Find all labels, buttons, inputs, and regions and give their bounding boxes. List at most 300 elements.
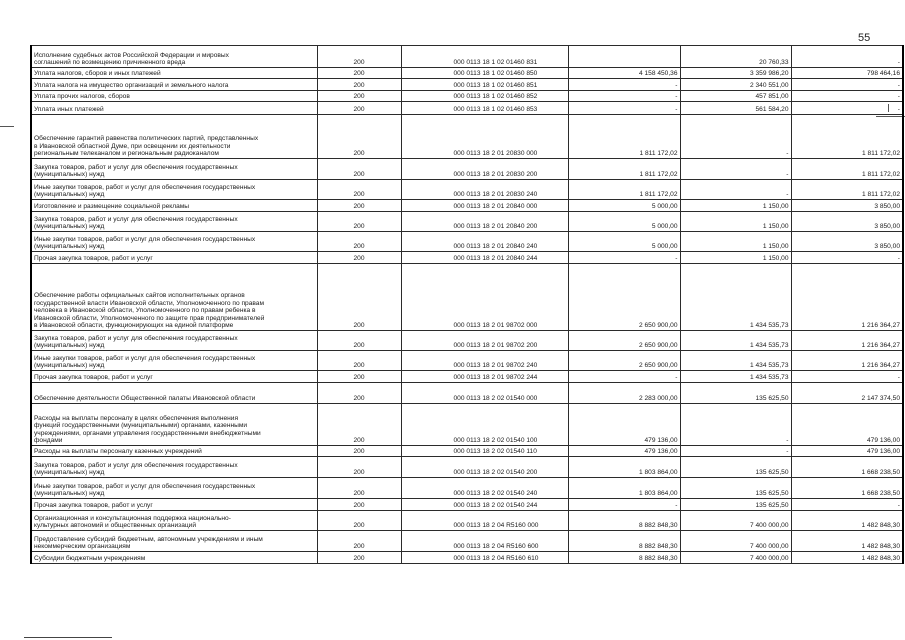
row-kbk: [401, 212, 568, 232]
row-approved-text: 8 882 848,30: [638, 543, 678, 551]
row-executed: [680, 351, 791, 371]
row-code-text: 200: [353, 374, 365, 382]
row-kbk: [401, 46, 568, 68]
table-row: [31, 79, 903, 91]
row-code: [317, 404, 401, 446]
table-row: [31, 232, 903, 252]
row-approved: [568, 252, 680, 264]
row-approved-text: -: [675, 374, 678, 382]
row-name: [31, 478, 317, 499]
row-code: [317, 180, 401, 200]
row-executed: [680, 102, 791, 115]
row-executed-text: 135 625,50: [755, 395, 789, 403]
row-remainder: [791, 552, 903, 564]
row-remainder: [791, 331, 903, 351]
row-approved: [568, 200, 680, 212]
row-name-text: Прочая закупка товаров, работ и услуг: [34, 374, 153, 382]
row-name: [31, 446, 317, 457]
row-executed: [680, 79, 791, 91]
row-code: [317, 46, 401, 68]
row-name-text: Изготовление и размещение социальной рекламы: [34, 203, 190, 211]
row-approved-text: 2 650 900,00: [638, 362, 678, 370]
row-code-text: 200: [353, 70, 365, 78]
row-executed: [680, 264, 791, 331]
row-kbk: [401, 115, 568, 159]
table-row: [31, 351, 903, 371]
row-remainder: [791, 383, 903, 404]
row-approved: [568, 552, 680, 564]
row-remainder-text: 479 136,00: [866, 448, 900, 456]
row-name-text: Обеспечение работы официальных сайтов исполнительных органов государственной власти Ивановской области, Уполномоченного по правам человека в Ивановской области, Уполномоченного по правам ребенка в Ивановской области, Уполномоченного по защите прав предпринимателей в Ивановской области, функционирующих на единой платформе: [34, 292, 265, 330]
row-remainder-text: 1 811 172,02: [861, 191, 900, 199]
row-name: [31, 457, 317, 478]
row-name-text: Расходы на выплаты персоналу казенных учреждений: [34, 448, 202, 456]
row-remainder-text: 3 850,00: [874, 223, 900, 231]
row-kbk-text: 000 0113 18 2 01 20840 000: [453, 203, 538, 211]
row-name-text: Прочая закупка товаров, работ и услуг: [34, 255, 153, 263]
row-name: [31, 159, 317, 180]
row-executed: [680, 499, 791, 511]
row-kbk: [401, 252, 568, 264]
row-code-text: 200: [353, 223, 365, 231]
row-approved-text: 8 882 848,30: [638, 555, 678, 563]
row-kbk: [401, 371, 568, 383]
row-name: [31, 91, 317, 102]
row-remainder: [791, 351, 903, 371]
row-code-text: 200: [353, 543, 365, 551]
row-code: [317, 68, 401, 79]
row-remainder-text: -: [897, 502, 900, 510]
row-remainder-text: -: [897, 106, 900, 114]
row-kbk: [401, 531, 568, 552]
row-executed-text: 1 434 535,73: [749, 342, 789, 350]
row-approved-text: 1 811 172,02: [639, 150, 678, 158]
row-remainder: [791, 46, 903, 68]
row-kbk: [401, 264, 568, 331]
table-row: [31, 102, 903, 115]
row-name: [31, 552, 317, 564]
row-code: [317, 79, 401, 91]
row-code: [317, 446, 401, 457]
row-executed: [680, 371, 791, 383]
row-name: [31, 200, 317, 212]
row-kbk-text: 000 0113 18 2 01 20830 200: [453, 171, 538, 179]
row-code: [317, 531, 401, 552]
row-approved-text: 8 882 848,30: [638, 522, 678, 530]
row-approved-text: -: [675, 106, 678, 114]
row-remainder: [791, 102, 903, 115]
row-remainder: [791, 457, 903, 478]
row-executed: [680, 115, 791, 159]
row-kbk-text: 000 0113 18 2 01 98702 240: [453, 362, 538, 370]
row-executed: [680, 552, 791, 564]
row-kbk-text: 000 0113 18 2 02 01540 000: [453, 395, 538, 403]
row-executed: [680, 511, 791, 531]
row-remainder-text: 1 811 172,02: [861, 171, 900, 179]
row-approved: [568, 102, 680, 115]
row-executed-text: 135 625,50: [755, 502, 789, 510]
row-executed: [680, 91, 791, 102]
row-remainder: [791, 68, 903, 79]
row-approved: [568, 79, 680, 91]
row-executed: [680, 252, 791, 264]
row-executed-text: 1 150,00: [762, 243, 789, 251]
row-executed: [680, 200, 791, 212]
table-row: [31, 252, 903, 264]
table-row: [31, 383, 903, 404]
row-approved-text: 5 000,00: [651, 223, 678, 231]
row-executed: [680, 180, 791, 200]
row-kbk: [401, 180, 568, 200]
table-row: [31, 478, 903, 499]
row-code: [317, 511, 401, 531]
row-kbk: [401, 159, 568, 180]
row-remainder: [791, 371, 903, 383]
row-remainder: [791, 252, 903, 264]
table-body: [31, 46, 903, 564]
row-executed-text: 7 400 000,00: [749, 543, 789, 551]
table-row: [31, 499, 903, 511]
row-approved-text: -: [675, 255, 678, 263]
row-name-text: Исполнение судебных актов Российской Федерации и мировых соглашений по возмещению причиненного вреда: [34, 51, 229, 67]
row-code-text: 200: [353, 82, 365, 90]
row-executed-text: 20 760,33: [759, 59, 789, 67]
row-remainder-text: 479 136,00: [866, 437, 900, 445]
row-kbk: [401, 102, 568, 115]
row-approved: [568, 159, 680, 180]
row-executed: [680, 159, 791, 180]
row-kbk: [401, 457, 568, 478]
row-kbk-text: 000 0113 18 2 01 20840 200: [453, 223, 538, 231]
row-code-text: 200: [353, 59, 365, 67]
row-kbk-text: 000 0113 18 2 01 20830 240: [453, 191, 538, 199]
row-name-text: Закупка товаров, работ и услуг для обеспечения государственных (муниципальных) нужд: [34, 461, 238, 477]
row-executed: [680, 232, 791, 252]
row-name-text: Иные закупки товаров, работ и услуг для обеспечения государственных (муниципальных) нужд: [34, 482, 256, 498]
row-code: [317, 91, 401, 102]
row-approved-text: 2 650 900,00: [638, 342, 678, 350]
row-executed-text: 1 434 535,73: [749, 362, 789, 370]
row-executed: [680, 331, 791, 351]
row-approved: [568, 478, 680, 499]
row-executed-text: 561 584,20: [755, 106, 789, 114]
row-kbk-text: 000 0113 18 1 02 01460 831: [453, 59, 538, 67]
row-remainder-text: 3 850,00: [874, 243, 900, 251]
row-kbk-text: 000 0113 18 2 01 20830 000: [453, 150, 538, 158]
row-remainder: [791, 115, 903, 159]
row-executed-text: -: [786, 171, 789, 179]
row-name-text: Иные закупки товаров, работ и услуг для обеспечения государственных (муниципальных) нужд: [34, 235, 256, 251]
row-code: [317, 232, 401, 252]
row-name-text: Закупка товаров, работ и услуг для обеспечения государственных (муниципальных) нужд: [34, 334, 238, 350]
table-row: [31, 212, 903, 232]
row-approved: [568, 331, 680, 351]
row-remainder: [791, 511, 903, 531]
row-name: [31, 511, 317, 531]
row-kbk-text: 000 0113 18 1 02 01460 852: [453, 93, 538, 101]
row-remainder-text: 1 216 364,27: [861, 342, 900, 350]
row-executed-text: 1 150,00: [762, 255, 789, 263]
row-kbk: [401, 232, 568, 252]
row-remainder: [791, 212, 903, 232]
row-kbk: [401, 331, 568, 351]
row-kbk-text: 000 0113 18 2 02 01540 200: [453, 469, 538, 477]
table-row: [31, 46, 903, 68]
row-name-text: Иные закупки товаров, работ и услуг для обеспечения государственных (муниципальных) нужд: [34, 183, 256, 199]
row-name-text: Субсидии бюджетным учреждениям: [34, 555, 146, 563]
row-code-text: 200: [353, 255, 365, 263]
row-kbk: [401, 91, 568, 102]
row-executed-text: 1 434 535,73: [749, 374, 789, 382]
table-row: [31, 511, 903, 531]
row-code: [317, 351, 401, 371]
row-executed-text: 1 434 535,73: [749, 322, 789, 330]
row-code-text: 200: [353, 362, 365, 370]
row-remainder-text: 1 668 238,50: [861, 490, 900, 498]
row-code: [317, 383, 401, 404]
footer-rule: [24, 637, 112, 638]
row-approved: [568, 531, 680, 552]
row-code-text: 200: [353, 448, 365, 456]
row-approved: [568, 46, 680, 68]
row-name: [31, 499, 317, 511]
row-kbk: [401, 351, 568, 371]
row-code-text: 200: [353, 522, 365, 530]
table-row: [31, 264, 903, 331]
row-kbk-text: 000 0113 18 2 02 01540 240: [453, 490, 538, 498]
row-approved: [568, 511, 680, 531]
row-approved-text: 2 283 000,00: [638, 395, 678, 403]
row-code-text: 200: [353, 243, 365, 251]
row-remainder-text: 1 811 172,02: [861, 150, 900, 158]
row-kbk-text: 000 0113 18 2 02 01540 244: [453, 502, 538, 510]
row-remainder-text: 1 482 848,30: [861, 522, 900, 530]
row-approved: [568, 180, 680, 200]
row-name: [31, 79, 317, 91]
row-remainder-text: -: [897, 374, 900, 382]
table-row: [31, 115, 903, 159]
row-approved: [568, 499, 680, 511]
row-executed-text: 7 400 000,00: [749, 555, 789, 563]
row-approved-text: -: [675, 93, 678, 101]
row-remainder: [791, 180, 903, 200]
row-name: [31, 102, 317, 115]
row-approved-text: 479 136,00: [644, 448, 678, 456]
row-kbk-text: 000 0113 18 2 04 R5160 000: [453, 522, 539, 530]
row-approved-text: 5 000,00: [651, 203, 678, 211]
row-kbk-text: 000 0113 18 2 01 98702 244: [453, 374, 538, 382]
table-row: [31, 68, 903, 79]
row-executed: [680, 46, 791, 68]
row-name: [31, 404, 317, 446]
row-approved-text: -: [675, 502, 678, 510]
row-code: [317, 371, 401, 383]
row-remainder-text: 1 668 238,50: [861, 469, 900, 477]
row-kbk-text: 000 0113 18 1 02 01460 850: [453, 70, 538, 78]
row-remainder-text: 3 850,00: [874, 203, 900, 211]
row-executed: [680, 446, 791, 457]
row-kbk-text: 000 0113 18 2 02 01540 110: [453, 448, 537, 456]
row-name: [31, 264, 317, 331]
row-executed: [680, 404, 791, 446]
row-name: [31, 383, 317, 404]
row-code-text: 200: [353, 395, 365, 403]
row-kbk-text: 000 0113 18 2 01 98702 000: [453, 322, 538, 330]
row-code: [317, 264, 401, 331]
row-approved-text: -: [675, 82, 678, 90]
row-name-text: Предоставление субсидий бюджетным, автономным учреждениям и иным некоммерческим организациям: [34, 535, 263, 551]
row-approved-text: 4 158 450,36: [638, 70, 678, 78]
row-approved: [568, 383, 680, 404]
row-executed: [680, 212, 791, 232]
row-code: [317, 102, 401, 115]
row-name: [31, 115, 317, 159]
row-kbk-text: 000 0113 18 2 01 20840 240: [453, 243, 538, 251]
row-name: [31, 351, 317, 371]
row-approved: [568, 457, 680, 478]
table-row: [31, 531, 903, 552]
row-code: [317, 552, 401, 564]
row-kbk-text: 000 0113 18 1 02 01460 853: [453, 106, 538, 114]
row-remainder: [791, 478, 903, 499]
row-kbk: [401, 200, 568, 212]
row-code: [317, 457, 401, 478]
row-kbk: [401, 383, 568, 404]
row-kbk: [401, 499, 568, 511]
row-approved-text: 1 803 864,00: [638, 469, 678, 477]
row-remainder-text: 1 216 364,27: [861, 322, 900, 330]
row-name-text: Иные закупки товаров, работ и услуг для обеспечения государственных (муниципальных) нужд: [34, 354, 256, 370]
row-name-text: Закупка товаров, работ и услуг для обеспечения государственных (муниципальных) нужд: [34, 215, 238, 231]
row-executed: [680, 68, 791, 79]
table-row: [31, 180, 903, 200]
row-kbk-text: 000 0113 18 2 01 20840 244: [453, 255, 538, 263]
row-code-text: 200: [353, 171, 365, 179]
row-remainder-text: 2 147 374,50: [861, 395, 900, 403]
row-remainder: [791, 499, 903, 511]
row-approved: [568, 404, 680, 446]
row-executed-text: -: [786, 448, 789, 456]
row-approved: [568, 264, 680, 331]
row-code: [317, 159, 401, 180]
row-executed-text: 2 340 551,00: [749, 82, 789, 90]
left-edge-mark: [0, 126, 14, 127]
row-name-text: Обеспечение гарантий равенства политических партий, представленных в Ивановской областной Думе, при освещении их деятельности региональным телеканалом и региональным радиоканалом: [34, 135, 259, 158]
row-name: [31, 180, 317, 200]
row-executed-text: 3 359 986,20: [749, 70, 789, 78]
row-name: [31, 331, 317, 351]
row-approved-text: 1 803 864,00: [638, 490, 678, 498]
row-name-text: Обеспечение деятельности Общественной палаты Ивановской области: [34, 395, 256, 403]
row-code-text: 200: [353, 150, 365, 158]
row-remainder: [791, 200, 903, 212]
row-code: [317, 212, 401, 232]
row-kbk-text: 000 0113 18 2 04 R5160 600: [453, 543, 539, 551]
row-kbk: [401, 68, 568, 79]
row-kbk: [401, 404, 568, 446]
row-remainder: [791, 264, 903, 331]
row-executed-text: -: [786, 150, 789, 158]
row-code: [317, 331, 401, 351]
table-row: [31, 371, 903, 383]
table-row: [31, 446, 903, 457]
row-name-text: Расходы на выплаты персоналу в целях обеспечения выполнения функций государственными (муниципальными) органами, казенными учреждениями, органами управления государственными внебюджетными фондами: [34, 414, 261, 445]
row-approved-text: 1 811 172,02: [639, 191, 678, 199]
row-remainder: [791, 446, 903, 457]
row-remainder-text: 1 482 848,30: [861, 543, 900, 551]
row-code-text: 200: [353, 203, 365, 211]
row-executed-text: 1 150,00: [762, 203, 789, 211]
row-approved: [568, 446, 680, 457]
row-approved-text: 479 136,00: [644, 437, 678, 445]
row-code-text: 200: [353, 106, 365, 114]
row-remainder: [791, 531, 903, 552]
row-name: [31, 531, 317, 552]
row-remainder-text: 1 216 364,27: [861, 362, 900, 370]
row-approved-text: 5 000,00: [651, 243, 678, 251]
row-code-text: 200: [353, 342, 365, 350]
row-executed: [680, 531, 791, 552]
row-code-text: 200: [353, 469, 365, 477]
table-row: [31, 552, 903, 564]
row-remainder: [791, 159, 903, 180]
row-remainder-text: -: [897, 82, 900, 90]
row-executed-text: 7 400 000,00: [749, 522, 789, 530]
row-name: [31, 252, 317, 264]
row-name-text: Уплата прочих налогов, сборов: [34, 93, 130, 101]
row-name-text: Уплата налога на имущество организаций и земельного налога: [34, 82, 229, 90]
row-remainder: [791, 404, 903, 446]
row-code-text: 200: [353, 502, 365, 510]
row-name: [31, 212, 317, 232]
row-code: [317, 115, 401, 159]
row-remainder: [791, 91, 903, 102]
row-executed: [680, 457, 791, 478]
row-kbk-text: 000 0113 18 2 02 01540 100: [453, 437, 538, 445]
table-row: [31, 91, 903, 102]
row-approved: [568, 371, 680, 383]
row-executed-text: -: [786, 191, 789, 199]
row-approved-text: 1 811 172,02: [639, 171, 678, 179]
row-executed: [680, 478, 791, 499]
row-remainder-text: 798 464,16: [866, 70, 900, 78]
row-remainder-text: -: [897, 59, 900, 67]
row-remainder: [791, 79, 903, 91]
row-approved: [568, 115, 680, 159]
row-code-text: 200: [353, 191, 365, 199]
row-name-text: Прочая закупка товаров, работ и услуг: [34, 502, 153, 510]
row-kbk: [401, 511, 568, 531]
row-kbk: [401, 79, 568, 91]
row-kbk: [401, 478, 568, 499]
row-code: [317, 200, 401, 212]
row-name-text: Организационная и консультационная поддержка национально- культурных автономий и общественных организаций: [34, 514, 231, 530]
row-approved: [568, 68, 680, 79]
row-name: [31, 371, 317, 383]
row-code: [317, 499, 401, 511]
row-approved: [568, 232, 680, 252]
row-executed: [680, 383, 791, 404]
row-remainder: [791, 232, 903, 252]
row-executed-text: 457 851,00: [755, 93, 789, 101]
row-name: [31, 232, 317, 252]
row-name: [31, 46, 317, 68]
row-approved: [568, 91, 680, 102]
table-row: [31, 159, 903, 180]
page-number: 55: [858, 32, 871, 44]
row-approved: [568, 212, 680, 232]
row-executed-text: 1 150,00: [762, 223, 789, 231]
